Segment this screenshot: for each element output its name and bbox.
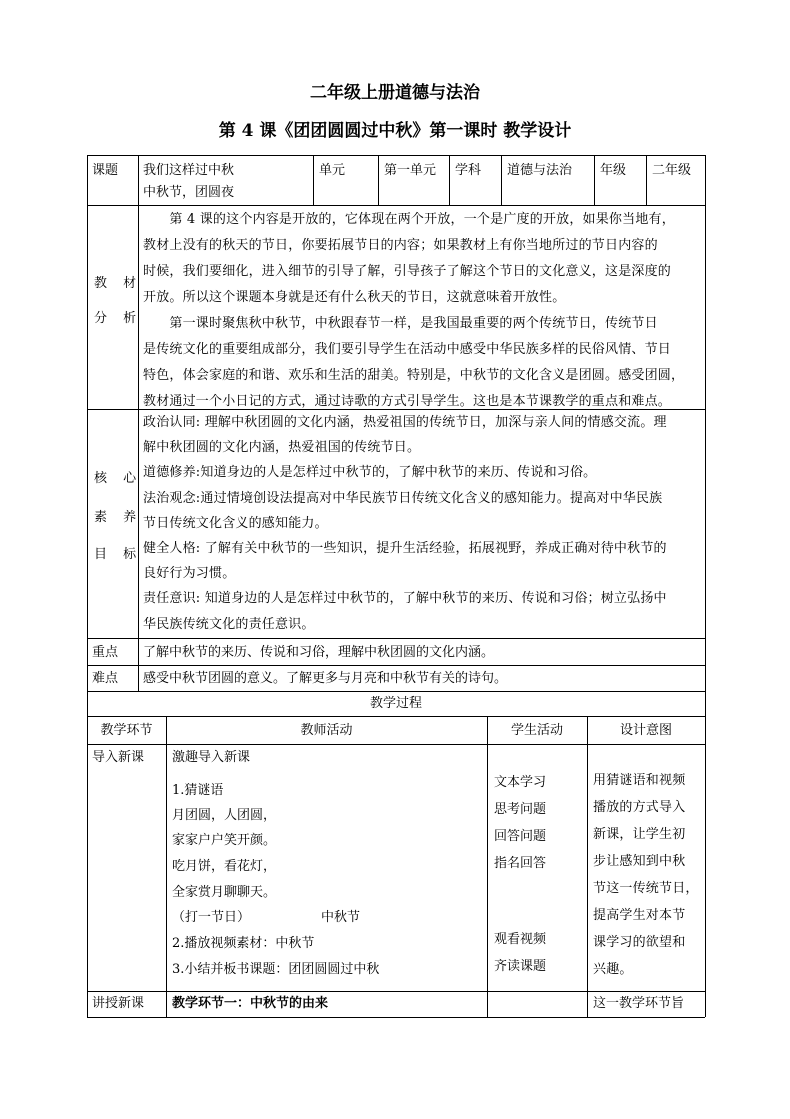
key-point-label: 重点 xyxy=(92,645,119,660)
lesson-title: 第 4 课《团团圆圆过中秋》第一课时 教学设计 xyxy=(218,121,572,141)
topic-line-2: 中秋节，团圆夜 xyxy=(143,185,235,200)
analysis-label-1: 教 材 xyxy=(94,276,143,291)
core-label-2: 素 养 xyxy=(94,510,143,525)
intent-line: 兴趣。 xyxy=(593,962,633,977)
student-line: 文本学习 xyxy=(494,775,547,790)
document-title: 二年级上册道德与法治 xyxy=(310,83,480,103)
core-line: 华民族传统文化的责任意识。 xyxy=(143,616,315,632)
student-line: 齐读课题 xyxy=(494,959,547,974)
core-label-3: 目 标 xyxy=(94,547,143,562)
subject-value: 道德与法治 xyxy=(507,163,573,178)
intent-line: 课学习的欲望和 xyxy=(593,935,686,950)
core-line: 节日传统文化含义的感知能力。 xyxy=(143,515,328,531)
core-line: 政治认同: 理解中秋团圆的文化内涵，热爱祖国的传统节日，加深与亲人间的情感交流。理 xyxy=(143,415,667,430)
analysis-line: 教材上没有的秋天的节日，你要拓展节日的内容；如果教材上有你当地所过的节日内容的 xyxy=(143,238,658,253)
topic-label: 课题 xyxy=(92,163,119,178)
unit-label: 单元 xyxy=(319,163,346,178)
analysis-line: 第 4 课的这个内容是开放的，它体现在两个开放，一个是广度的开放，如果你当地有， xyxy=(143,212,675,227)
intent-line: 步让感知到中秋 xyxy=(593,854,686,869)
analysis-line: 开放。所以这个课题本身就是还有什么秋天的节日，这就意味着开放性。 xyxy=(143,290,566,305)
analysis-line: 教材通过一个小日记的方式，通过诗歌的方式引导学生。这也是本节课教学的重点和难点。 xyxy=(143,394,672,409)
teacher-line: 激趣导入新课 xyxy=(172,750,251,765)
intent-line: 新课，让学生初 xyxy=(593,827,686,842)
intent-line: 节这一传统节日， xyxy=(593,881,699,896)
teacher-line: 3.小结并板书课题：团团圆圆过中秋 xyxy=(172,962,380,977)
subject-label: 学科 xyxy=(455,163,482,178)
core-text xyxy=(143,410,703,637)
analysis-text xyxy=(143,207,703,415)
unit-value: 第一单元 xyxy=(384,163,437,178)
grade-label: 年级 xyxy=(600,163,627,178)
core-line: 良好行为习惯。 xyxy=(143,566,236,582)
teacher-line: 全家赏月聊聊天。 xyxy=(172,885,277,900)
riddle-answer: 中秋节 xyxy=(321,910,361,925)
intent-text xyxy=(593,767,705,983)
process-heading: 教学过程 xyxy=(369,696,422,711)
student-line: 回答问题 xyxy=(494,829,547,844)
col-header-student: 学生活动 xyxy=(510,723,563,738)
col-header-teacher: 教师活动 xyxy=(300,723,353,738)
teacher-line: 2.播放视频素材：中秋节 xyxy=(172,936,315,951)
student-line: 指名回答 xyxy=(494,856,547,871)
analysis-line: 是传统文化的重要组成部分，我们要引导学生在活动中感受中华民族多样的民俗风情、节日 xyxy=(143,342,672,357)
teacher-line: 1.猜谜语 xyxy=(172,783,224,798)
difficulty-text: 感受中秋节团圆的意义。了解更多与月亮和中秋节有关的诗句。 xyxy=(143,671,508,686)
analysis-line: 第一课时聚焦秋中秋节，中秋跟春节一样，是我国最重要的两个传统节日，传统节日 xyxy=(143,316,658,331)
analysis-label-2: 分 析 xyxy=(94,311,143,326)
teacher-line: 月团圆，人团圆， xyxy=(172,808,277,823)
teacher-line: 家家户户笑开颜。 xyxy=(172,833,277,848)
analysis-line: 时候，我们要细化，进入细节的引导了解，引导孩子了解这个节日的文化意义，这是深度的 xyxy=(143,264,672,279)
stage-intro: 导入新课 xyxy=(92,750,145,765)
grade-value: 二年级 xyxy=(652,163,692,178)
difficulty-label: 难点 xyxy=(92,671,119,686)
core-line: 健全人格: 了解有关中秋节的一些知识，提升生活经验，拓展视野，养成正确对待中秋节的 xyxy=(143,541,667,557)
teacher-section-heading: 教学环节一：中秋节的由来 xyxy=(172,996,329,1011)
riddle-hint: （打一节日） xyxy=(172,910,251,925)
intent-line: 播放的方式导入 xyxy=(593,800,686,815)
core-line: 道德修养:知道身边的人是怎样过中秋节的，了解中秋节的来历、传说和习俗。 xyxy=(143,465,597,481)
teacher-line: 吃月饼，看花灯， xyxy=(172,859,277,874)
core-line: 责任意识: 知道身边的人是怎样过中秋节的，了解中秋节的来历、传说和习俗；树立弘扬中 xyxy=(143,591,667,607)
intent-line: 用猜谜语和视频 xyxy=(593,773,686,788)
core-line: 解中秋团圆的文化内涵，热爱祖国的传统节日。 xyxy=(143,440,421,456)
intent-line: 提高学生对本节 xyxy=(593,908,686,923)
core-line: 法治观念:通过情境创设法提高对中华民族节日传统文化含义的感知能力。提高对中华民族 xyxy=(143,490,663,506)
student-line: 观看视频 xyxy=(494,932,547,947)
col-header-stage: 教学环节 xyxy=(100,723,153,738)
analysis-line: 特色，体会家庭的和谐、欢乐和生活的甜美。特别是，中秋节的文化含义是团圆。感受团圆， xyxy=(143,368,685,383)
key-point-text: 了解中秋节的来历、传说和习俗，理解中秋团圆的文化内涵。 xyxy=(143,645,495,660)
col-header-intent: 设计意图 xyxy=(619,723,672,738)
student-line: 思考问题 xyxy=(494,802,547,817)
stage-new-lesson: 讲授新课 xyxy=(92,996,145,1011)
intent-line: 这一教学环节旨 xyxy=(593,996,685,1011)
topic-line-1: 我们这样过中秋 xyxy=(143,163,235,178)
core-label-1: 核 心 xyxy=(94,471,143,486)
